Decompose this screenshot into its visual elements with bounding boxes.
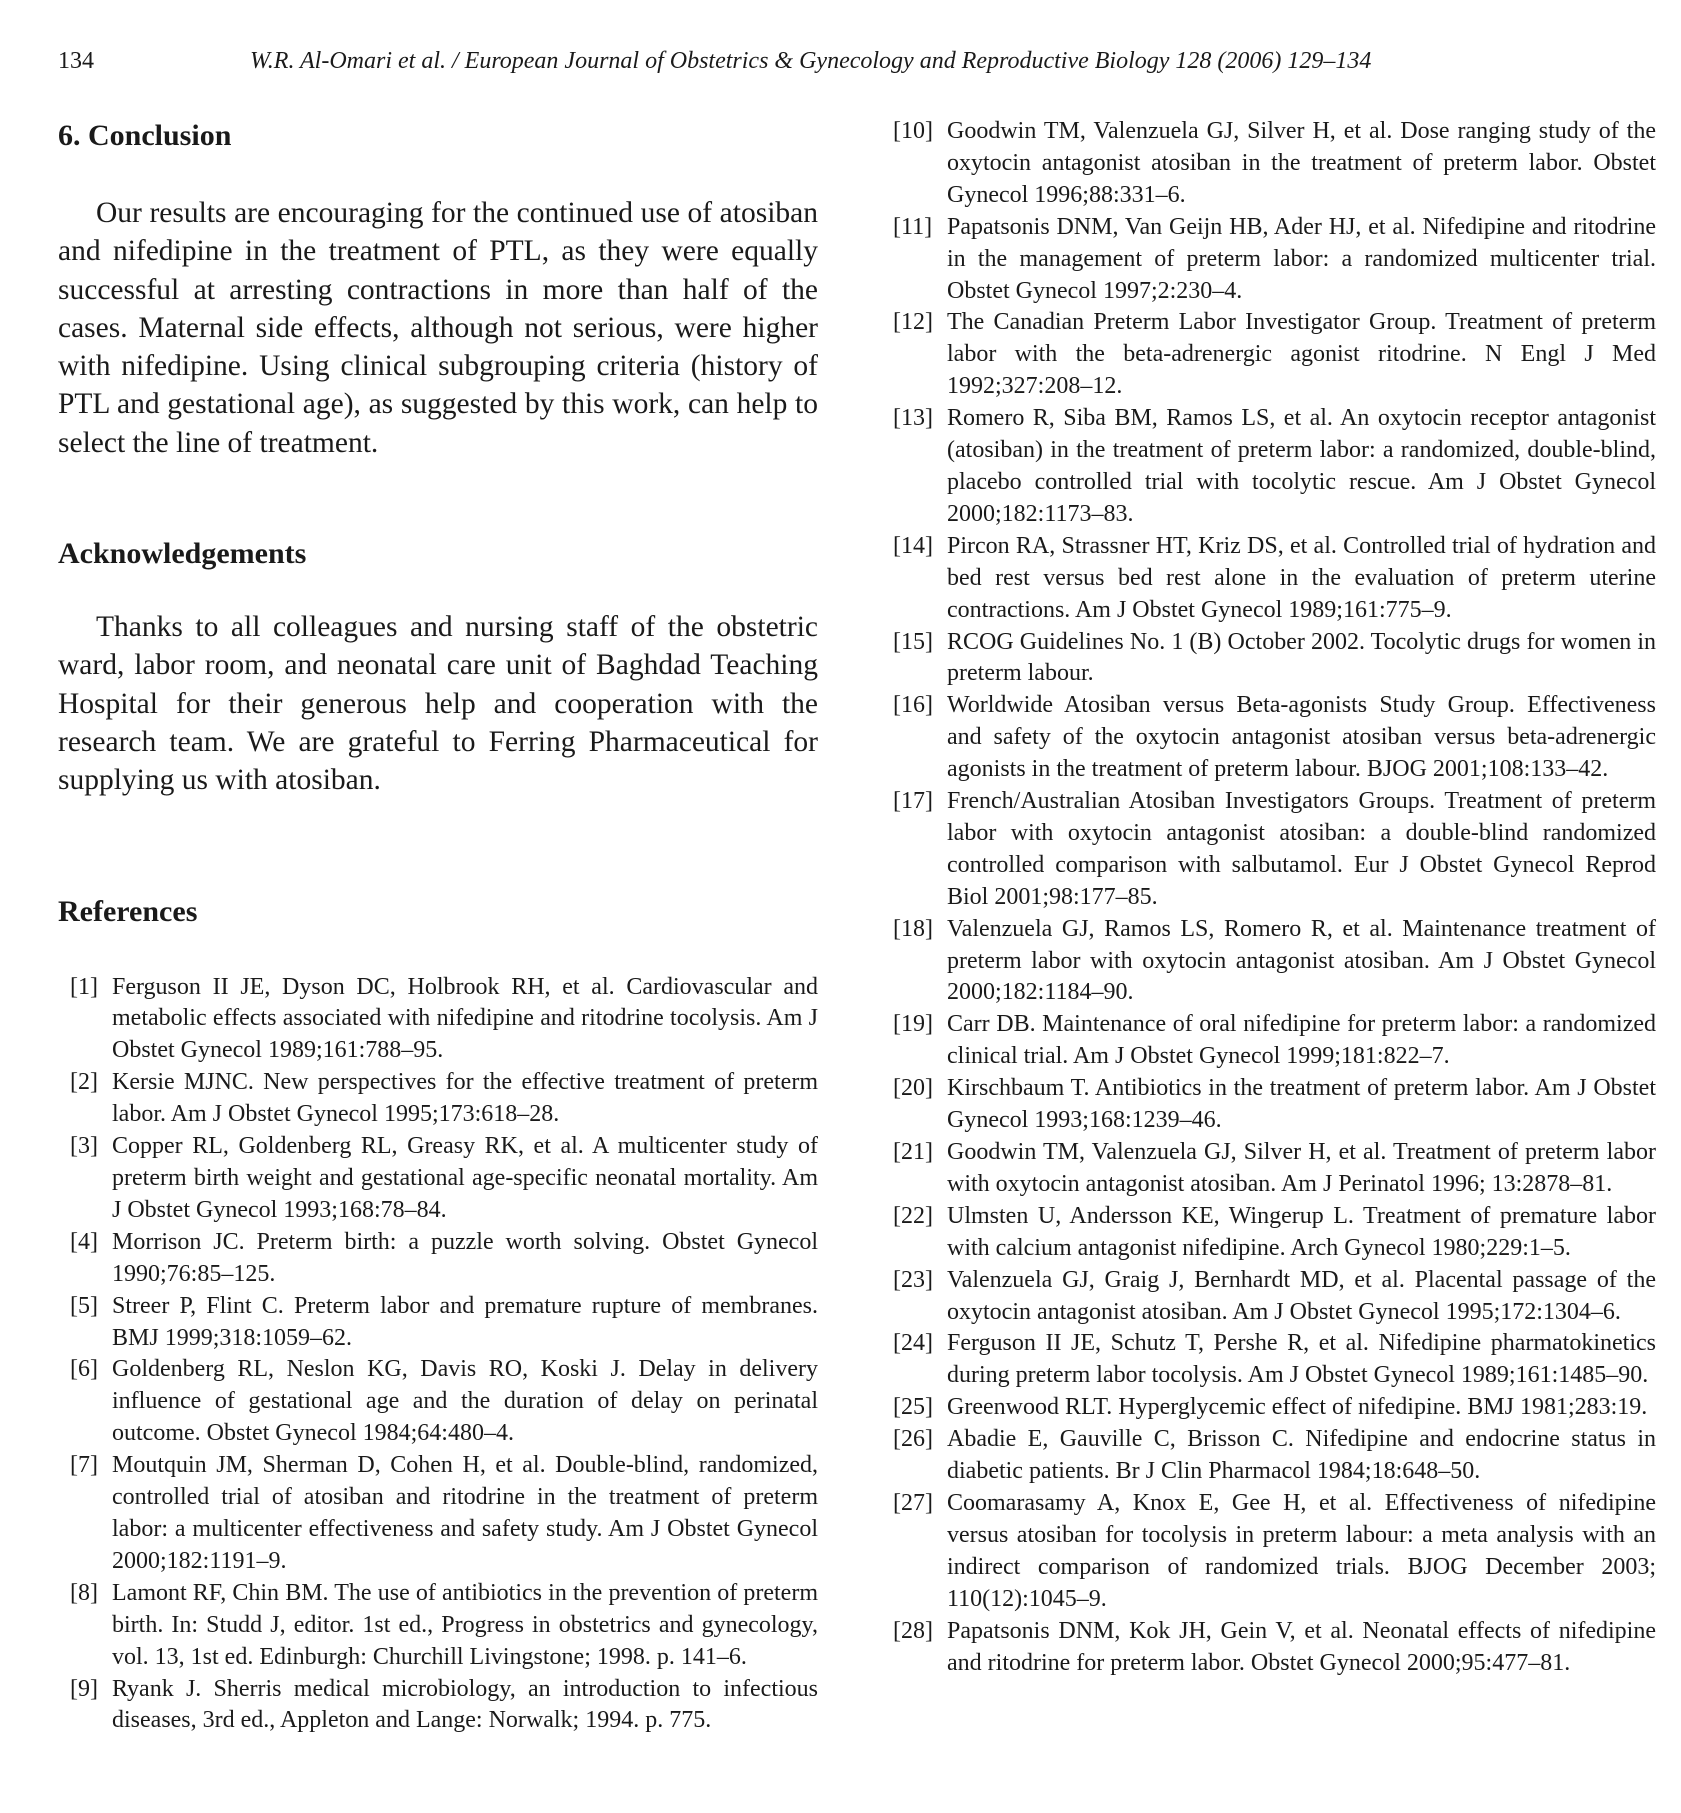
reference-text: Romero R, Siba BM, Ramos LS, et al. An oxytocin receptor antagonist (atosiban) in the treatment of preterm labor: a randomized, double-blind, placebo controlled trial with tocolytic rescue. Am J Obstet Gynecol 2000;182:1173–83. — [947, 405, 1656, 527]
reference-number: [26] — [893, 1426, 933, 1453]
reference-text: Abadie E, Gauville C, Brisson C. Nifedipine and endocrine status in diabetic patients. Br J Clin Pharmacol 1984;18:648–50. — [947, 1426, 1656, 1485]
reference-text: Valenzuela GJ, Graig J, Bernhardt MD, et al. Placental passage of the oxytocin antagonist atosiban. Am J Obstet Gynecol 1995;172:1304–6. — [947, 1266, 1656, 1325]
right-column — [893, 116, 1656, 1679]
reference-text: Streer P, Flint C. Preterm labor and premature rupture of membranes. BMJ 1999;318:1059–62. — [112, 1292, 818, 1351]
reference-item — [893, 1616, 1656, 1680]
reference-number: [18] — [893, 915, 933, 942]
reference-item — [893, 1009, 1656, 1073]
reference-number: [7] — [70, 1452, 98, 1479]
reference-item — [893, 627, 1656, 691]
reference-number: [27] — [893, 1489, 933, 1516]
reference-item — [893, 1201, 1656, 1265]
reference-number: [12] — [893, 309, 933, 336]
reference-text: RCOG Guidelines No. 1 (B) October 2002. Tocolytic drugs for women in preterm labour. — [947, 628, 1656, 687]
reference-text: Copper RL, Goldenberg RL, Greasy RK, et al. A multicenter study of preterm birth weight and gestational age-specific neonatal mortality. Am J Obstet Gynecol 1993;168:78–84. — [112, 1133, 818, 1223]
reference-item — [893, 914, 1656, 1010]
page-number: 134 — [58, 48, 94, 74]
reference-item — [893, 786, 1656, 914]
reference-text: Goldenberg RL, Neslon KG, Davis RO, Koski J. Delay in delivery influence of gestational age and the duration of delay on perinatal outcome. Obstet Gynecol 1984;64:480–4. — [112, 1356, 818, 1447]
reference-text: Lamont RF, Chin BM. The use of antibiotics in the prevention of preterm birth. In: Studd J, editor. 1st ed., Progress in obstetrics and gynecology, vol. 13, 1st ed. Edinburgh: Churchill Livingstone; 1998. p. 141–6. — [112, 1579, 818, 1670]
reference-item — [893, 212, 1656, 308]
reference-number: [17] — [893, 788, 933, 815]
page-header — [58, 48, 1478, 78]
reference-text: Valenzuela GJ, Ramos LS, Romero R, et al. Maintenance treatment of preterm labor with oxytocin antagonist atosiban. Am J Obstet Gynecol 2000;182:1184–90. — [947, 915, 1656, 1006]
reference-text: French/Australian Atosiban Investigators Groups. Treatment of preterm labor with oxytocin antagonist atosiban: a double-blind randomized controlled comparison with salbutamol. Eur J Obstet Gynecol Reprod Biol 2001;98:177–85. — [947, 788, 1656, 910]
reference-text: Papatsonis DNM, Van Geijn HB, Ader HJ, et al. Nifedipine and ritodrine in the management of preterm labor: a randomized multicenter trial. Obstet Gynecol 1997;2:230–4. — [947, 213, 1656, 304]
reference-item — [893, 1328, 1656, 1392]
reference-number: [6] — [70, 1356, 98, 1383]
reference-text: Worldwide Atosiban versus Beta-agonists Study Group. Effectiveness and safety of the oxytocin antagonist atosiban versus beta-adrenergic agonists in the treatment of preterm labour. BJOG 2001;108:133–42. — [947, 692, 1656, 783]
acknowledgements-paragraph: Thanks to all colleagues and nursing staff of the obstetric ward, labor room, and neonatal care unit of Baghdad Teaching Hospital for their generous help and cooperation with the research team. We are grateful to Ferring Pharmaceutical for supplying us with atosiban. — [58, 611, 818, 797]
reference-item — [893, 403, 1656, 531]
reference-text: Ferguson II JE, Dyson DC, Holbrook RH, et al. Cardiovascular and metabolic effects associated with nifedipine and ritodrine tocolysis. Am J Obstet Gynecol 1989;161:788–95. — [112, 973, 818, 1064]
reference-item — [893, 1424, 1656, 1488]
reference-item — [893, 1137, 1656, 1201]
reference-number: [24] — [893, 1330, 933, 1357]
reference-number: [28] — [893, 1617, 933, 1644]
reference-text: Kirschbaum T. Antibiotics in the treatment of preterm labor. Am J Obstet Gynecol 1993;168:1239–46. — [947, 1075, 1656, 1134]
reference-list-left — [58, 972, 818, 1738]
reference-number: [25] — [893, 1394, 933, 1421]
reference-number: [4] — [70, 1228, 98, 1255]
reference-text: Ferguson II JE, Schutz T, Pershe R, et al. Nifedipine pharmatokinetics during preterm labor tocolysis. Am J Obstet Gynecol 1989;161:1485–90. — [947, 1330, 1656, 1389]
reference-text: Pircon RA, Strassner HT, Kriz DS, et al. Controlled trial of hydration and bed rest versus bed rest alone in the evaluation of preterm uterine contractions. Am J Obstet Gynecol 1989;161:775–9. — [947, 532, 1656, 623]
acknowledgements-heading: Acknowledgements — [58, 537, 307, 571]
reference-number: [1] — [70, 973, 98, 1000]
reference-text: Papatsonis DNM, Kok JH, Gein V, et al. Neonatal effects of nifedipine and ritodrine for preterm labor. Obstet Gynecol 2000;95:477–81. — [947, 1617, 1656, 1676]
reference-number: [11] — [893, 213, 933, 240]
reference-text: Ulmsten U, Andersson KE, Wingerup L. Treatment of premature labor with calcium antagonist nifedipine. Arch Gynecol 1980;229:1–5. — [947, 1202, 1656, 1261]
reference-item — [893, 1392, 1656, 1424]
reference-number: [13] — [893, 405, 933, 432]
reference-item — [893, 1265, 1656, 1329]
reference-item — [58, 972, 818, 1068]
running-title: W.R. Al-Omari et al. / European Journal of Obstetrics & Gynecology and Reproductive Biology 128 (2006) 129–134 — [250, 48, 1372, 74]
reference-number: [20] — [893, 1075, 933, 1102]
reference-number: [16] — [893, 692, 933, 719]
reference-list-right — [893, 116, 1656, 1679]
reference-text: Ryank J. Sherris medical microbiology, an introduction to infectious diseases, 3rd ed., Appleton and Lange: Norwalk; 1994. p. 775. — [112, 1675, 818, 1734]
reference-text: Goodwin TM, Valenzuela GJ, Silver H, et al. Dose ranging study of the oxytocin antagonist atosiban in the treatment of preterm labor. Obstet Gynecol 1996;88:331–6. — [947, 118, 1656, 208]
reference-item — [58, 1291, 818, 1355]
reference-text: Coomarasamy A, Knox E, Gee H, et al. Effectiveness of nifedipine versus atosiban for tocolysis in preterm labour: a meta analysis with an indirect comparison of randomized trials. BJOG December 2003; 110(12):1045–9. — [947, 1489, 1656, 1612]
reference-item — [58, 1227, 818, 1291]
reference-item — [893, 116, 1656, 212]
reference-number: [10] — [893, 118, 933, 144]
reference-text: Morrison JC. Preterm birth: a puzzle worth solving. Obstet Gynecol 1990;76:85–125. — [112, 1228, 818, 1287]
reference-text: Carr DB. Maintenance of oral nifedipine for preterm labor: a randomized clinical trial. Am J Obstet Gynecol 1999;181:822–7. — [947, 1011, 1656, 1070]
reference-text: Moutquin JM, Sherman D, Cohen H, et al. Double-blind, randomized, controlled trial of atosiban and ritodrine in the treatment of preterm labor: a multicenter effectiveness and safety study. Am J Obstet Gynecol 2000;182:1191–9. — [112, 1452, 818, 1574]
reference-item — [58, 1450, 818, 1578]
reference-item — [58, 1067, 818, 1131]
reference-item — [893, 1073, 1656, 1137]
reference-number: [8] — [70, 1579, 98, 1606]
reference-number: [22] — [893, 1202, 933, 1229]
conclusion-paragraph: Our results are encouraging for the continued use of atosiban and nifedipine in the treatment of PTL, as they were equally successful at arresting contractions in more than half of the cases. Maternal side effects, although not serious, were higher with nifedipine. Using clinical subgrouping criteria (history of PTL and gestational age), as suggested by this work, can help to select the line of treatment. — [58, 197, 818, 459]
reference-number: [14] — [893, 532, 933, 559]
reference-number: [21] — [893, 1139, 933, 1165]
reference-text: Greenwood RLT. Hyperglycemic effect of nifedipine. BMJ 1981;283:19. — [947, 1394, 1648, 1421]
reference-text: Kersie MJNC. New perspectives for the effective treatment of preterm labor. Am J Obstet Gynecol 1995;173:618–28. — [112, 1069, 818, 1128]
reference-number: [9] — [70, 1675, 98, 1702]
reference-text: Goodwin TM, Valenzuela GJ, Silver H, et al. Treatment of preterm labor with oxytocin antagonist atosiban. Am J Perinatol 1996; 13:2878–81. — [947, 1139, 1656, 1197]
references-heading: References — [58, 894, 198, 928]
conclusion-heading: 6. Conclusion — [58, 119, 232, 152]
reference-item — [893, 690, 1656, 786]
reference-number: [3] — [70, 1133, 98, 1160]
reference-number: [23] — [893, 1266, 933, 1293]
reference-item — [893, 1488, 1656, 1616]
reference-item — [58, 1354, 818, 1450]
reference-number: [19] — [893, 1011, 933, 1038]
reference-item — [893, 531, 1656, 627]
reference-number: [2] — [70, 1069, 98, 1096]
reference-text: The Canadian Preterm Labor Investigator Group. Treatment of preterm labor with the beta-adrenergic agonist ritodrine. N Engl J Med 1992;327:208–12. — [947, 309, 1656, 400]
reference-item — [58, 1674, 818, 1738]
reference-item — [893, 307, 1656, 403]
reference-item — [58, 1578, 818, 1674]
left-column — [58, 116, 818, 1737]
reference-item — [58, 1131, 818, 1227]
reference-number: [15] — [893, 628, 933, 655]
reference-number: [5] — [70, 1292, 98, 1319]
